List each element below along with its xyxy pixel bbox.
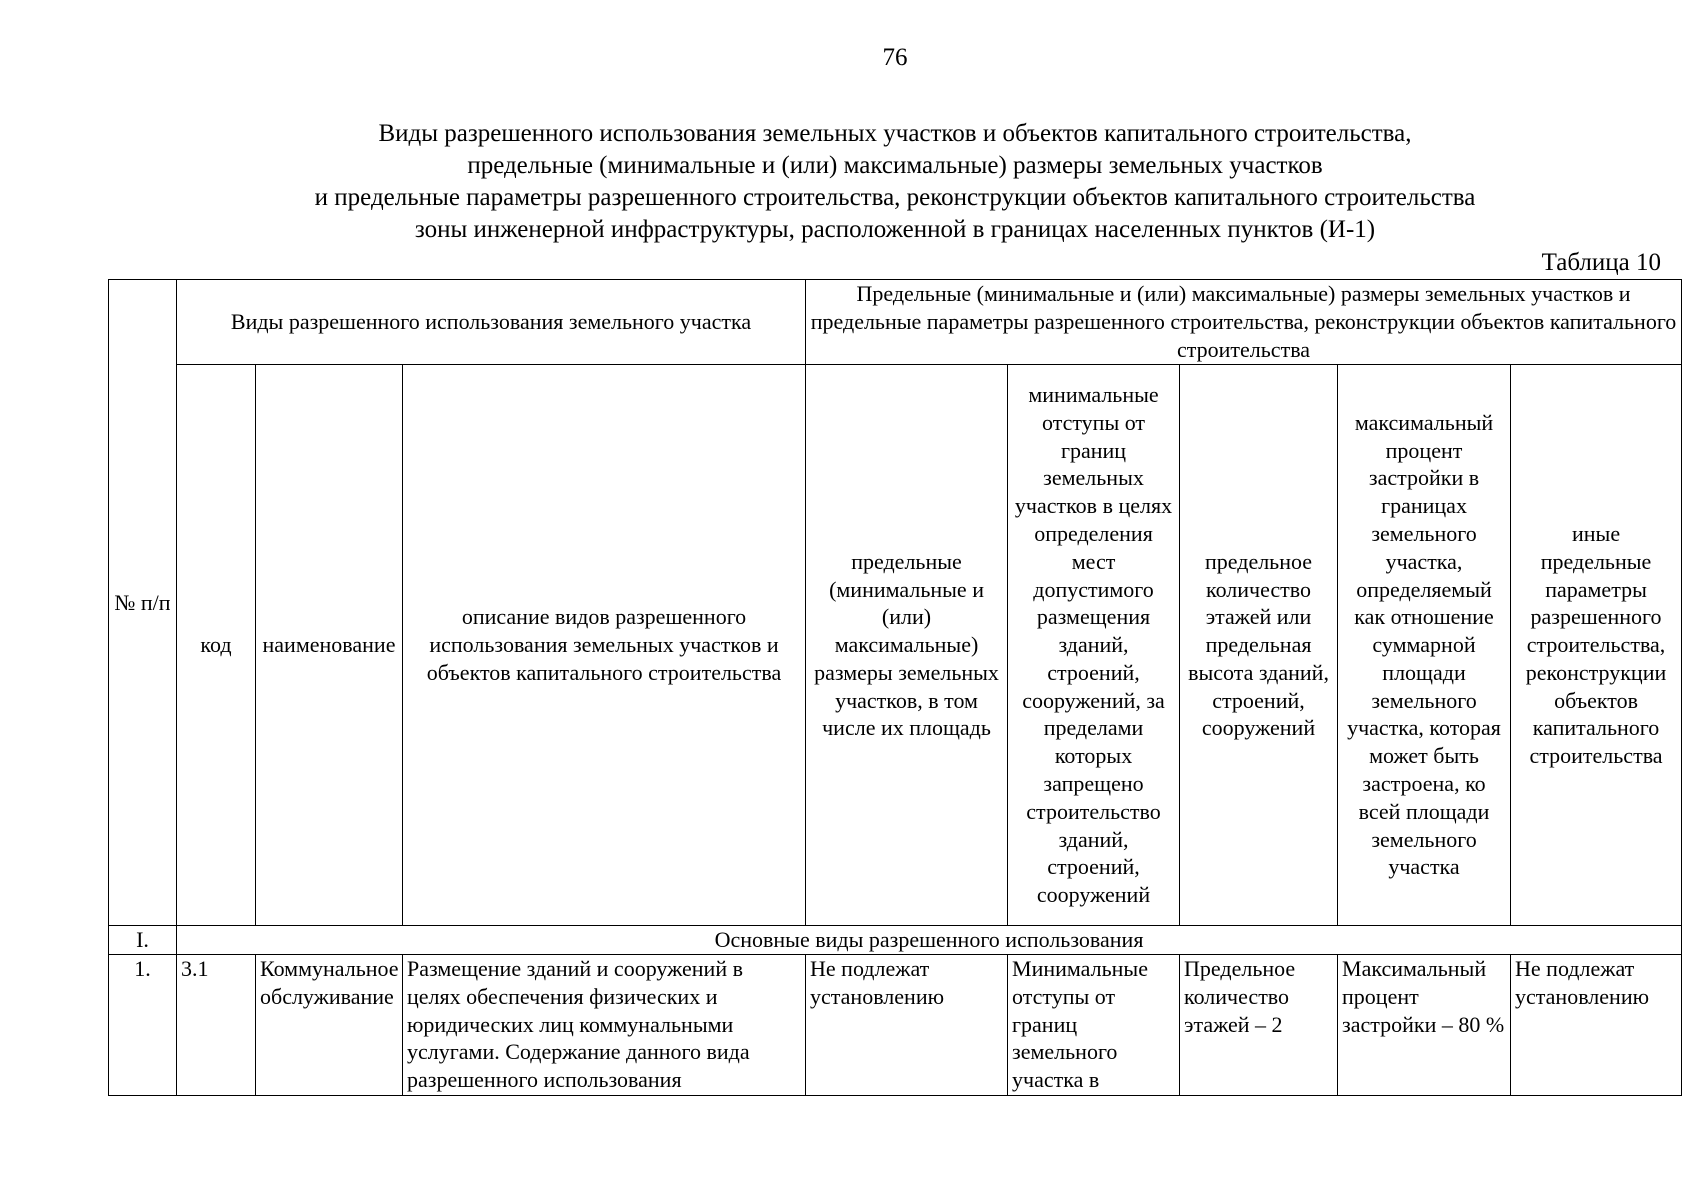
- table-label: Таблица 10: [1541, 249, 1661, 276]
- header-description: описание видов разрешенного использования земельных участков и объектов капитального строительства: [403, 365, 806, 926]
- row-description: Размещение зданий и сооружений в целях обеспечения физических и юридических лиц коммунальными услугами. Содержание данного вида разрешенного использования: [403, 955, 806, 1096]
- header-coverage: максимальный процент застройки в границах земельного участка, определяемый как отношение суммарной площади земельного участка, которая может быть застроена, ко всей площади земельного участка: [1338, 365, 1511, 926]
- row-other: Не подлежат установлению: [1511, 955, 1682, 1096]
- row-plot-size: Не подлежат установлению: [806, 955, 1008, 1096]
- row-setbacks: Минимальные отступы от границ земельного участка в: [1008, 955, 1180, 1096]
- header-name: наименование: [256, 365, 403, 926]
- document-title: [0, 118, 1697, 246]
- section-label: Основные виды разрешенного использования: [177, 926, 1682, 955]
- row-coverage: Максимальный процент застройки – 80 %: [1338, 955, 1511, 1096]
- row-floors: Предельное количество этажей – 2: [1180, 955, 1338, 1096]
- section-num: I.: [109, 926, 177, 955]
- title-line-1: Виды разрешенного использования земельных участков и объектов капитального строительства,: [378, 120, 1412, 147]
- row-name: Коммунальное обслуживание: [256, 955, 403, 1096]
- header-plot-size: предельные (минимальные и (или) максимальные) размеры земельных участков, в том числе их площадь: [806, 365, 1008, 926]
- header-other: иные предельные параметры разрешенного строительства, реконструкции объектов капитального строительства: [1511, 365, 1682, 926]
- title-line-3: и предельные параметры разрешенного строительства, реконструкции объектов капитального строительства: [314, 184, 1476, 211]
- title-line-2: предельные (минимальные и (или) максимальные) размеры земельных участков: [467, 152, 1323, 179]
- title-line-4: зоны инженерной инфраструктуры, расположенной в границах населенных пунктов (И-1): [414, 216, 1376, 243]
- header-num: № п/п: [109, 280, 177, 926]
- row-num: 1.: [109, 955, 177, 1096]
- header-floors: предельное количество этажей или предельная высота зданий, строений, сооружений: [1180, 365, 1338, 926]
- header-row-columns: [109, 365, 1682, 926]
- header-group-use: Виды разрешенного использования земельного участка: [177, 280, 806, 365]
- header-setbacks: минимальные отступы от границ земельных участков в целях определения мест допустимого размещения зданий, строений, сооружений, за пределами которых запрещено строительство зданий, строений, сооружений: [1008, 365, 1180, 926]
- section-row: [109, 926, 1682, 955]
- header-group-params: Предельные (минимальные и (или) максимальные) размеры земельных участков и предельные параметры разрешенного строительства, реконструкции объектов капитального строительства: [806, 280, 1682, 365]
- table-row: [109, 955, 1682, 1096]
- zoning-table: [108, 279, 1682, 1096]
- header-row-groups: [109, 280, 1682, 365]
- header-code: код: [177, 365, 256, 926]
- row-code: 3.1: [177, 955, 256, 1096]
- page-number: 76: [882, 44, 908, 71]
